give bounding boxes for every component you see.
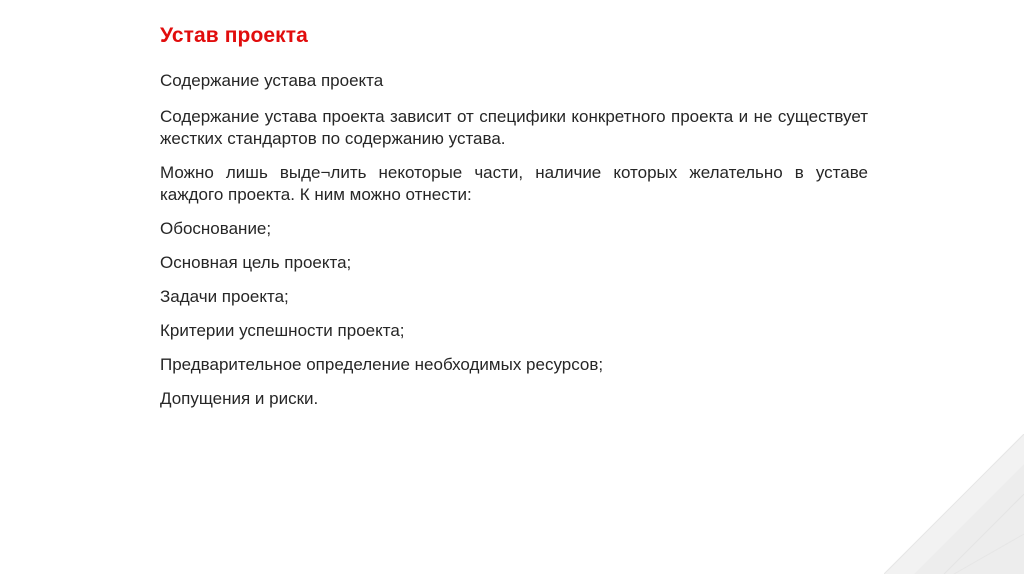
slide-content bbox=[160, 70, 868, 422]
paragraph: Можно лишь выде¬лить некоторые части, наличие которых желательно в уставе каждого проекта. К ним можно отнести: bbox=[160, 163, 868, 204]
list-item: Основная цель проекта; bbox=[160, 253, 352, 272]
list-item: Допущения и риски. bbox=[160, 389, 319, 408]
list-item: Предварительное определение необходимых ресурсов; bbox=[160, 355, 604, 374]
list-item: Задачи проекта; bbox=[160, 287, 289, 306]
slide-title: Устав проекта bbox=[160, 24, 308, 47]
section-subtitle: Содержание устава проекта bbox=[160, 71, 384, 90]
list-item: Критерии успешности проекта; bbox=[160, 321, 405, 340]
paragraph: Содержание устава проекта зависит от специфики конкретного проекта и не существует жестких стандартов по содержанию устава. bbox=[160, 107, 868, 148]
list-item: Обоснование; bbox=[160, 219, 272, 238]
corner-decoration bbox=[884, 434, 1024, 574]
